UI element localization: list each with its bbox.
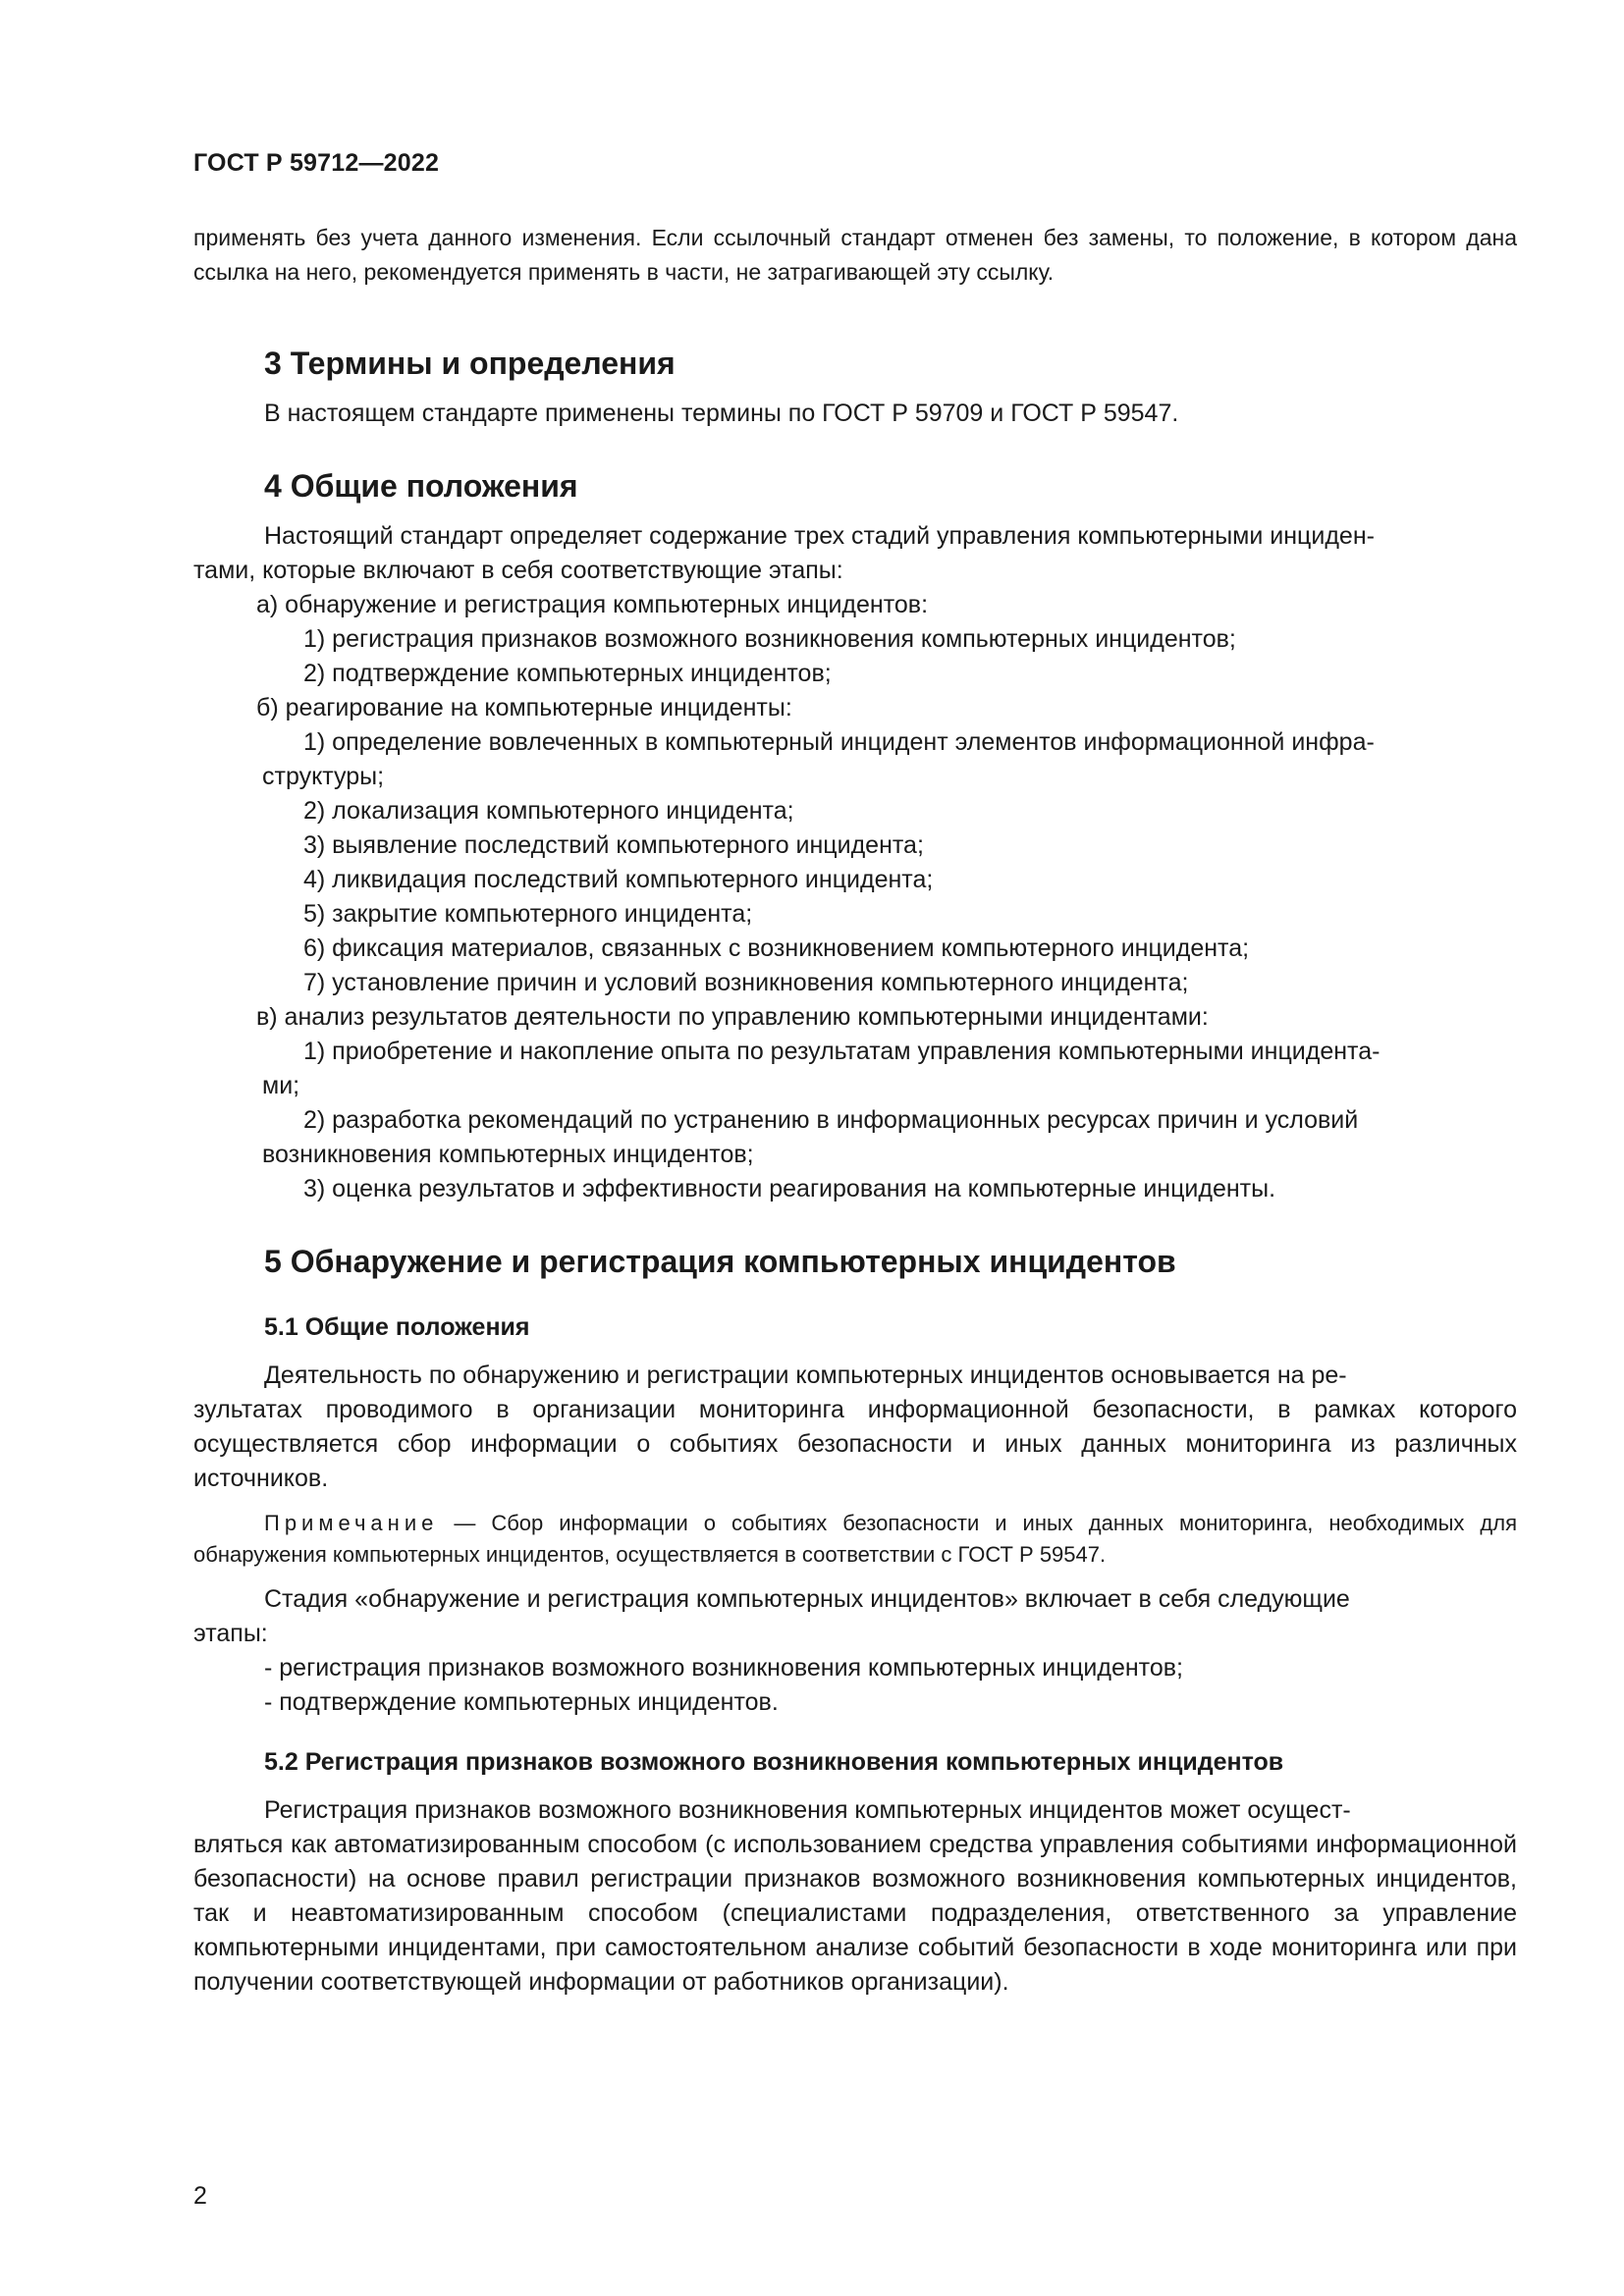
list-a-label: а) обнаружение и регистрация компьютерных инцидентов: [256,591,929,618]
subsection-5-1-title: 5.1 Общие положения [264,1313,530,1341]
section-3-title: 3 Термины и определения [264,346,676,381]
section-4-title: 4 Общие положения [264,468,578,504]
section-4-intro-line2: тами, которые включают в себя соответствующие этапы: [193,557,843,584]
section-5-title: 5 Обнаружение и регистрация компьютерных инцидентов [264,1244,1176,1279]
list-b-label: б) реагирование на компьютерные инциденты: [256,694,792,721]
list-b-item-1-line1: 1) определение вовлеченных в компьютерный инцидент элементов информационной инфра- [303,728,1375,756]
list-a-item-1: 1) регистрация признаков возможного возникновения компьютерных инцидентов; [303,625,1236,653]
list-b-item-6: 6) фиксация материалов, связанных с возникновением компьютерного инцидента; [303,934,1250,962]
note-text: — Сбор информации о событиях безопасности и иных данных мониторинга, необходимых для обнаружения компьютерных инцидентов, осуществляется в соответствии с ГОСТ Р 59547. [193,1511,1517,1567]
section-4-intro-line1: Настоящий стандарт определяет содержание трех стадий управления компьютерными инциден- [264,522,1375,550]
subsection-5-2-para-rest: вляться как автоматизированным способом (с использованием средства управления событиями информационной безопасности) на основе правил регистрации признаков возможного возникновения компьютерных инцидентов, так и неавтоматизированным способом (специалистами подразделения, ответственного за управление компьютерными инцидентами, при самостоятельном анализе событий безопасности в ходе мониторинга или при получении соответствующей информации от работников организации). [193,1831,1517,1996]
dash-item-2: - подтверждение компьютерных инцидентов. [264,1688,779,1716]
list-b-item-1-line2: структуры; [262,763,385,790]
list-b-item-5: 5) закрытие компьютерного инцидента; [303,900,753,928]
list-b-item-3: 3) выявление последствий компьютерного инцидента; [303,831,924,859]
list-v-item-1-line2: ми; [262,1072,300,1099]
section-3-text: В настоящем стандарте применены термины по ГОСТ Р 59709 и ГОСТ Р 59547. [264,400,1179,427]
subsection-5-1-para-line1: Деятельность по обнаружению и регистрации компьютерных инцидентов основывается на ре- [264,1362,1347,1389]
note-label: Примечание [264,1511,439,1535]
subsection-5-2-title: 5.2 Регистрация признаков возможного возникновения компьютерных инцидентов [264,1748,1284,1776]
list-v-item-2-line2: возникновения компьютерных инцидентов; [262,1141,754,1168]
list-v-label: в) анализ результатов деятельности по управлению компьютерными инцидентами: [256,1003,1209,1031]
list-a-item-2: 2) подтверждение компьютерных инцидентов; [303,660,832,687]
list-b-item-7: 7) установление причин и условий возникновения компьютерного инцидента; [303,969,1189,996]
subsection-5-1-para-rest: зультатах проводимого в организации мониторинга информационной безопасности, в рамках которого осуществляется сбор информации о событиях безопасности и иных данных мониторинга из различных источников. [193,1396,1517,1492]
list-v-item-1-line1: 1) приобретение и накопление опыта по результатам управления компьютерными инцидента- [303,1038,1380,1065]
list-b-item-4: 4) ликвидация последствий компьютерного инцидента; [303,866,934,893]
document-content [193,344,1517,2000]
stage-para-line2: этапы: [193,1620,268,1647]
dash-item-1: - регистрация признаков возможного возникновения компьютерных инцидентов; [264,1654,1183,1682]
list-v-item-3: 3) оценка результатов и эффективности реагирования на компьютерные инциденты. [303,1175,1276,1202]
note [193,1508,1517,1571]
page-number: 2 [193,2182,207,2210]
list-v-item-2-line1: 2) разработка рекомендаций по устранению в информационных ресурсах причин и условий [303,1106,1359,1134]
document-code-header: ГОСТ Р 59712—2022 [193,149,440,177]
subsection-5-2-para-line1: Регистрация признаков возможного возникновения компьютерных инцидентов может осущест- [264,1796,1351,1824]
stage-para-line1: Стадия «обнаружение и регистрация компьютерных инцидентов» включает в себя следующие [264,1585,1350,1613]
list-b-item-2: 2) локализация компьютерного инцидента; [303,797,794,825]
continuation-paragraph: применять без учета данного изменения. Если ссылочный стандарт отменен без замены, то положение, в котором дана ссылка на него, рекомендуется применять в части, не затрагивающей эту ссылку. [193,225,1517,285]
